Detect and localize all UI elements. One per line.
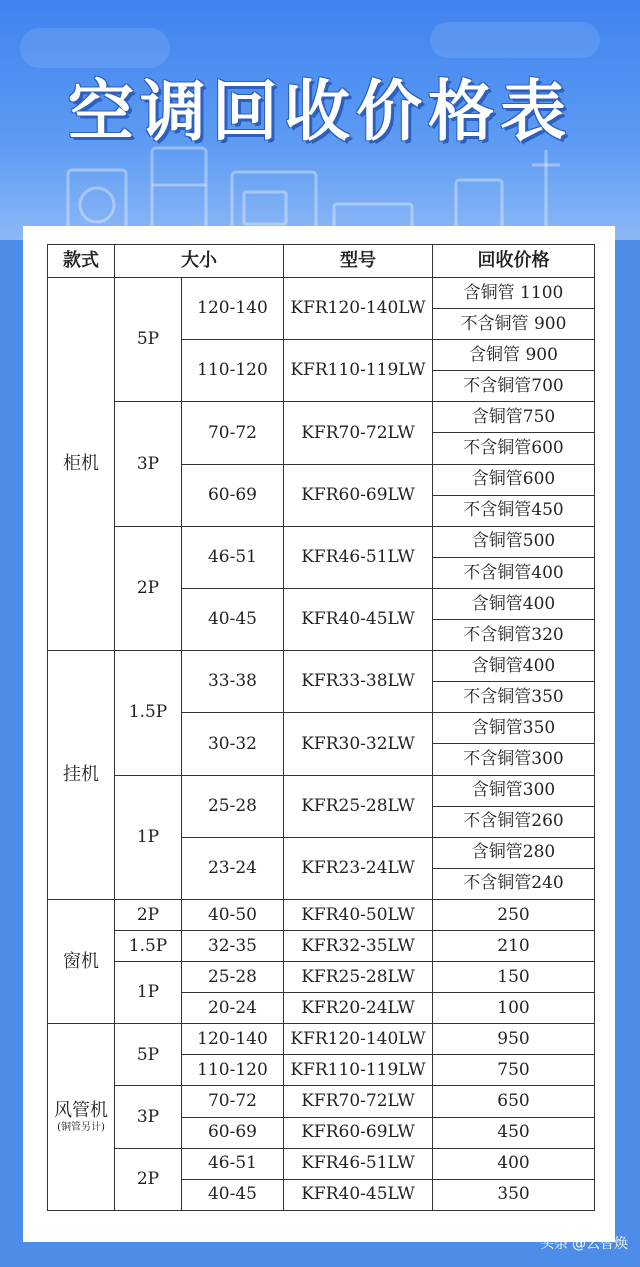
cell-model: KFR70-72LW	[284, 1086, 433, 1117]
cell-price-with-pipe: 含铜管 1100	[433, 278, 595, 309]
cell-size: 110-120	[182, 340, 284, 402]
cell-price: 250	[433, 899, 595, 930]
cell-model: KFR20-24LW	[284, 993, 433, 1024]
cell-price: 750	[433, 1055, 595, 1086]
cell-size: 40-45	[182, 588, 284, 650]
cell-hp: 5P	[115, 278, 182, 402]
cell-model: KFR120-140LW	[284, 278, 433, 340]
cell-price-without-pipe: 不含铜管450	[433, 495, 595, 526]
cell-price-without-pipe: 不含铜管350	[433, 682, 595, 713]
cell-price-without-pipe: 不含铜管320	[433, 620, 595, 651]
cell-size: 46-51	[182, 1148, 284, 1179]
cell-model: KFR70-72LW	[284, 402, 433, 464]
cell-price: 150	[433, 962, 595, 993]
cell-size: 40-45	[182, 1179, 284, 1210]
cell-model: KFR110-119LW	[284, 1055, 433, 1086]
cell-price-with-pipe: 含铜管600	[433, 464, 595, 495]
table-row	[48, 775, 595, 806]
cell-hp: 2P	[115, 1148, 182, 1210]
cell-model: KFR30-32LW	[284, 713, 433, 775]
header-size: 大小	[115, 245, 284, 278]
cell-size: 32-35	[182, 930, 284, 961]
cell-hp: 1P	[115, 962, 182, 1024]
cell-model: KFR40-50LW	[284, 899, 433, 930]
cell-price-without-pipe: 不含铜管600	[433, 433, 595, 464]
cell-model: KFR32-35LW	[284, 930, 433, 961]
cell-model: KFR60-69LW	[284, 464, 433, 526]
table-row	[48, 1086, 595, 1117]
cell-hp: 1.5P	[115, 651, 182, 775]
table-row	[48, 651, 595, 682]
cell-model: KFR60-69LW	[284, 1117, 433, 1148]
type-label: 柜机	[63, 453, 99, 475]
cell-size: 33-38	[182, 651, 284, 713]
cell-price-with-pipe: 含铜管300	[433, 775, 595, 806]
type-note: (铜管另计)	[57, 1122, 105, 1134]
cell-price-without-pipe: 不含铜管 900	[433, 309, 595, 340]
cell-type	[48, 278, 115, 651]
cell-size: 23-24	[182, 837, 284, 899]
cell-size: 40-50	[182, 899, 284, 930]
cell-model: KFR33-38LW	[284, 651, 433, 713]
cell-size: 25-28	[182, 775, 284, 837]
cell-model: KFR25-28LW	[284, 775, 433, 837]
header-type: 款式	[48, 245, 115, 278]
table-header-row	[48, 245, 595, 278]
cell-model: KFR110-119LW	[284, 340, 433, 402]
cell-price-with-pipe: 含铜管350	[433, 713, 595, 744]
type-label: 挂机	[63, 764, 99, 786]
table-row	[48, 1148, 595, 1179]
cell-model: KFR23-24LW	[284, 837, 433, 899]
table-row	[48, 962, 595, 993]
cell-price-with-pipe: 含铜管 900	[433, 340, 595, 371]
header-banner	[0, 0, 640, 240]
table-row	[48, 1024, 595, 1055]
cell-hp: 2P	[115, 526, 182, 650]
cell-model: KFR46-51LW	[284, 526, 433, 588]
cell-price-without-pipe: 不含铜管300	[433, 744, 595, 775]
footer-handle: @云智焕	[572, 1236, 628, 1252]
cell-hp: 3P	[115, 402, 182, 526]
page-title: 空调回收价格表	[68, 73, 572, 150]
cell-price-with-pipe: 含铜管400	[433, 588, 595, 619]
cell-price: 100	[433, 993, 595, 1024]
fridge-icon	[152, 148, 206, 236]
cell-hp: 3P	[115, 1086, 182, 1148]
cell-price-without-pipe: 不含铜管700	[433, 371, 595, 402]
cell-type	[48, 899, 115, 1023]
cell-price: 400	[433, 1148, 595, 1179]
header-model: 型号	[284, 245, 433, 278]
table-row	[48, 402, 595, 433]
cell-price-with-pipe: 含铜管750	[433, 402, 595, 433]
cell-price-without-pipe: 不含铜管260	[433, 806, 595, 837]
cell-size: 60-69	[182, 1117, 284, 1148]
table-row	[48, 278, 595, 309]
cell-size: 70-72	[182, 402, 284, 464]
cell-price-with-pipe: 含铜管400	[433, 651, 595, 682]
price-table	[47, 244, 595, 1211]
footer-brand: 头条	[540, 1236, 568, 1252]
watermark	[540, 1233, 628, 1253]
cell-price: 350	[433, 1179, 595, 1210]
header-price: 回收价格	[433, 245, 595, 278]
cell-hp: 1P	[115, 775, 182, 899]
type-label: 窗机	[63, 950, 99, 972]
cell-price: 950	[433, 1024, 595, 1055]
cell-model: KFR120-140LW	[284, 1024, 433, 1055]
cell-type	[48, 1024, 115, 1211]
table-row	[48, 930, 595, 961]
cell-price-with-pipe: 含铜管500	[433, 526, 595, 557]
cell-size: 25-28	[182, 962, 284, 993]
type-label: 风管机	[54, 1099, 108, 1121]
cell-size: 20-24	[182, 993, 284, 1024]
cell-size: 46-51	[182, 526, 284, 588]
washing-machine-drum-icon	[80, 188, 114, 222]
cell-model: KFR25-28LW	[284, 962, 433, 993]
cell-price: 210	[433, 930, 595, 961]
table-row	[48, 899, 595, 930]
cell-size: 120-140	[182, 278, 284, 340]
cell-size: 110-120	[182, 1055, 284, 1086]
cell-size: 70-72	[182, 1086, 284, 1117]
cell-price-without-pipe: 不含铜管240	[433, 868, 595, 899]
cell-price-without-pipe: 不含铜管400	[433, 557, 595, 588]
cell-hp: 1.5P	[115, 930, 182, 961]
cell-size: 120-140	[182, 1024, 284, 1055]
cell-model: KFR46-51LW	[284, 1148, 433, 1179]
table-row	[48, 526, 595, 557]
cell-size: 30-32	[182, 713, 284, 775]
cell-model: KFR40-45LW	[284, 588, 433, 650]
cell-model: KFR40-45LW	[284, 1179, 433, 1210]
cell-hp: 5P	[115, 1024, 182, 1086]
cell-price: 650	[433, 1086, 595, 1117]
cell-hp: 2P	[115, 899, 182, 930]
cell-price-with-pipe: 含铜管280	[433, 837, 595, 868]
cell-size: 60-69	[182, 464, 284, 526]
cell-type	[48, 651, 115, 900]
cell-price: 450	[433, 1117, 595, 1148]
